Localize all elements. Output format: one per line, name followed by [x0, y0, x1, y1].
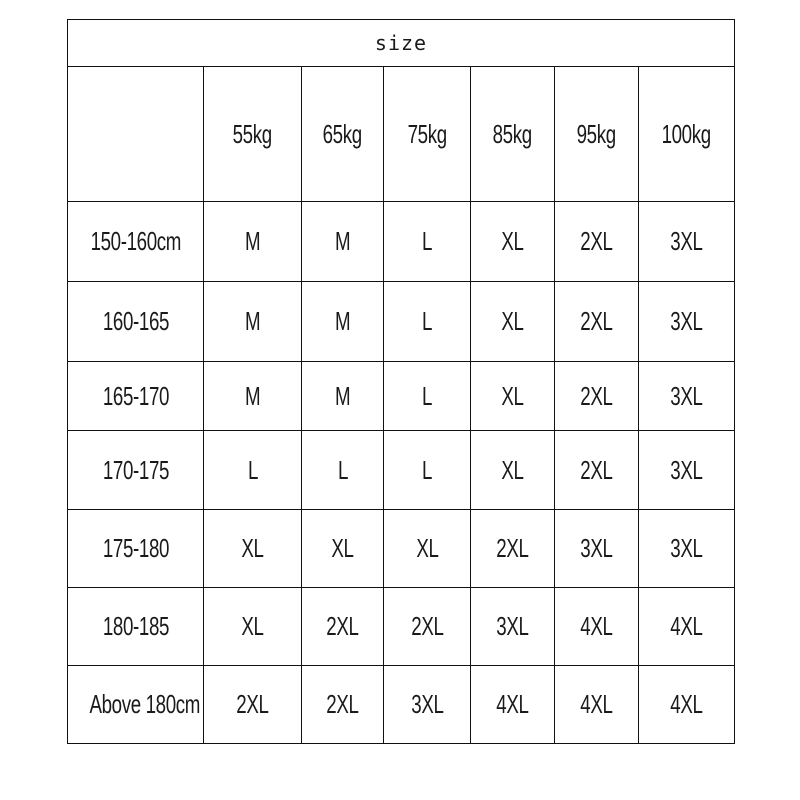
size-value: 3XL: [670, 226, 703, 256]
size-value: XL: [501, 306, 524, 336]
size-cell: [204, 282, 302, 362]
size-cell: [302, 666, 384, 744]
height-label: 180-185: [102, 611, 169, 641]
size-value: 2XL: [580, 226, 613, 256]
weight-header: [302, 67, 384, 202]
size-cell: [639, 431, 735, 510]
weight-header-row: [68, 67, 735, 202]
weight-header: [555, 67, 639, 202]
size-cell: [384, 431, 471, 510]
height-label: 150-160cm: [90, 226, 181, 256]
size-cell: [471, 202, 555, 282]
weight-header: [204, 67, 302, 202]
weight-label: 85kg: [492, 118, 533, 149]
size-cell: [471, 282, 555, 362]
size-cell: [384, 282, 471, 362]
size-cell: [639, 588, 735, 666]
height-cell: [68, 282, 204, 362]
size-cell: [555, 202, 639, 282]
height-label: 160-165: [102, 306, 169, 336]
size-cell: [204, 666, 302, 744]
size-value: 4XL: [496, 689, 529, 719]
height-label: 175-180: [102, 533, 169, 563]
weight-label: 55kg: [232, 118, 273, 149]
size-cell: [302, 431, 384, 510]
table-row: [68, 431, 735, 510]
size-value: L: [337, 454, 348, 485]
size-value: 4XL: [670, 611, 703, 641]
size-cell: [204, 202, 302, 282]
size-value: 3XL: [580, 533, 613, 563]
table-row: [68, 510, 735, 588]
title-row: [68, 20, 735, 67]
size-value: 3XL: [410, 689, 444, 719]
size-value: 2XL: [580, 380, 613, 411]
size-cell: [471, 431, 555, 510]
size-value: 2XL: [580, 306, 613, 336]
size-cell: [555, 282, 639, 362]
size-cell: [302, 202, 384, 282]
size-value: 2XL: [410, 611, 444, 641]
height-cell: [68, 431, 204, 510]
size-value: M: [244, 226, 261, 256]
size-cell: [471, 588, 555, 666]
size-value: 3XL: [670, 454, 703, 485]
weight-header: [384, 67, 471, 202]
size-value: L: [421, 306, 433, 336]
size-value: XL: [241, 533, 264, 563]
size-value: L: [421, 454, 433, 485]
size-cell: [302, 510, 384, 588]
height-label: Above 180cm: [89, 689, 200, 719]
size-cell: [204, 431, 302, 510]
table-title: size: [68, 20, 735, 67]
size-value: M: [244, 306, 261, 336]
size-cell: [471, 362, 555, 431]
size-value: 3XL: [670, 533, 703, 563]
size-cell: [555, 362, 639, 431]
size-cell: [555, 431, 639, 510]
size-cell: [471, 666, 555, 744]
size-value: M: [334, 226, 351, 256]
height-cell: [68, 666, 204, 744]
size-chart-table: [67, 19, 735, 744]
size-cell: [204, 362, 302, 431]
weight-header: [639, 67, 735, 202]
size-value: L: [421, 226, 433, 256]
height-label: 165-170: [102, 380, 169, 411]
size-cell: [555, 666, 639, 744]
size-cell: [471, 510, 555, 588]
size-value: 4XL: [580, 611, 613, 641]
size-cell: [384, 362, 471, 431]
size-value: XL: [331, 533, 354, 563]
size-cell: [302, 362, 384, 431]
weight-label: 100kg: [661, 118, 712, 149]
size-value: 2XL: [496, 533, 529, 563]
size-value: 2XL: [326, 611, 359, 641]
height-cell: [68, 588, 204, 666]
size-cell: [204, 588, 302, 666]
size-cell: [639, 202, 735, 282]
size-cell: [302, 282, 384, 362]
height-cell: [68, 510, 204, 588]
weight-header: [471, 67, 555, 202]
weight-label: 75kg: [407, 118, 447, 149]
size-cell: [639, 282, 735, 362]
table-row: [68, 202, 735, 282]
table-row: [68, 666, 735, 744]
size-cell: [639, 666, 735, 744]
height-cell: [68, 362, 204, 431]
size-value: 3XL: [670, 306, 703, 336]
size-cell: [302, 588, 384, 666]
height-label: 170-175: [102, 454, 169, 485]
size-value: 4XL: [670, 689, 703, 719]
size-cell: [555, 588, 639, 666]
size-value: 3XL: [670, 380, 703, 411]
size-value: XL: [501, 226, 524, 256]
corner-cell: [68, 67, 204, 202]
table-row: [68, 588, 735, 666]
size-cell: [639, 510, 735, 588]
size-cell: [555, 510, 639, 588]
size-cell: [639, 362, 735, 431]
size-value: L: [247, 454, 258, 485]
weight-label: 65kg: [322, 118, 363, 149]
size-value: M: [334, 306, 351, 336]
size-value: M: [244, 380, 261, 411]
size-cell: [384, 202, 471, 282]
height-cell: [68, 202, 204, 282]
size-cell: [384, 510, 471, 588]
size-value: XL: [241, 611, 264, 641]
size-value: 2XL: [236, 689, 269, 719]
size-value: M: [334, 380, 351, 411]
size-cell: [384, 588, 471, 666]
size-value: 2XL: [326, 689, 359, 719]
size-value: L: [421, 380, 433, 411]
size-value: 4XL: [580, 689, 613, 719]
size-cell: [384, 666, 471, 744]
size-value: XL: [501, 454, 524, 485]
table-row: [68, 282, 735, 362]
size-value: 2XL: [580, 454, 613, 485]
size-cell: [204, 510, 302, 588]
size-value: XL: [501, 380, 524, 411]
weight-label: 95kg: [576, 118, 617, 149]
table-row: [68, 362, 735, 431]
size-value: 3XL: [496, 611, 529, 641]
size-value: XL: [415, 533, 439, 563]
